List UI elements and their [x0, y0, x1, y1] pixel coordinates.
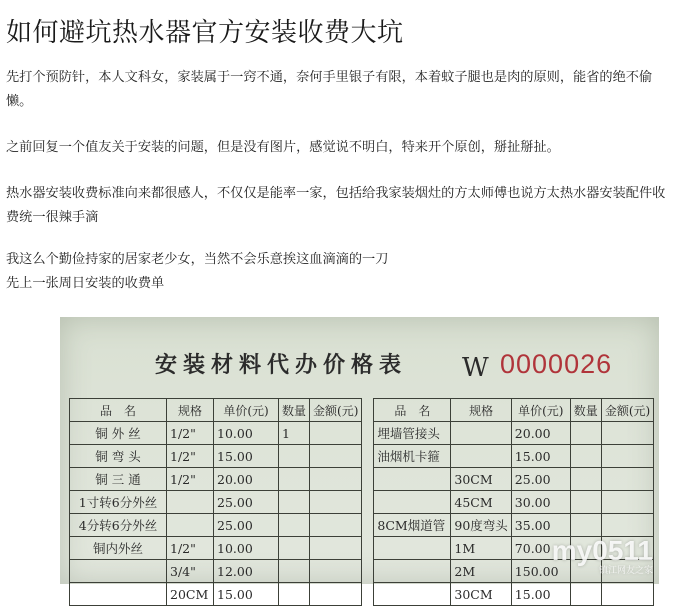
row-name: 1寸转6分外丝	[70, 491, 167, 514]
row-name: 铜 外 丝	[70, 422, 167, 445]
paragraph-intro	[6, 66, 696, 114]
row-spec: 1/2"	[167, 537, 214, 560]
paragraph-receipt-intro-line1: 我这么个勤俭持家的居家老少女，当然不会乐意挨这血滴滴的一刀	[6, 252, 389, 267]
paragraph-receipt-intro	[6, 248, 696, 296]
row-name	[70, 560, 167, 583]
row-amount-right	[601, 514, 653, 537]
row-qty	[279, 560, 310, 583]
header-name-right: 品 名	[374, 399, 451, 422]
row-price: 15.00	[214, 583, 279, 606]
receipt-photo	[60, 317, 659, 602]
row-qty-right	[570, 514, 601, 537]
price-table-header	[70, 399, 654, 422]
paragraph-reply: 之前回复一个值友关于安装的问题，但是没有图片，感觉说不明白，特来开个原创，掰扯掰扯。	[6, 140, 560, 155]
row-qty-right	[570, 583, 601, 606]
row-spec: 20CM	[167, 583, 214, 606]
column-divider	[362, 399, 374, 422]
row-name	[70, 583, 167, 606]
receipt-title: 安装材料代办价格表	[155, 352, 408, 378]
watermark-text: my0511	[551, 535, 653, 566]
row-spec-right: 1M	[451, 537, 511, 560]
header-amount-right: 金额(元)	[601, 399, 653, 422]
row-price: 12.00	[214, 560, 279, 583]
row-qty: 1	[279, 422, 310, 445]
header-price: 单价(元)	[214, 399, 279, 422]
article-title: 如何避坑热水器官方安装收费大坑	[6, 18, 404, 48]
column-divider	[362, 422, 374, 445]
row-qty	[279, 514, 310, 537]
row-amount-right	[601, 583, 653, 606]
row-price-right: 35.00	[511, 514, 570, 537]
row-amount	[310, 583, 362, 606]
column-divider	[362, 514, 374, 537]
site-watermark	[552, 535, 653, 576]
column-divider	[362, 560, 374, 583]
row-price-right: 150.00	[511, 560, 570, 583]
row-name-right: 埋墙管接头	[374, 422, 451, 445]
row-price-right: 30.00	[511, 491, 570, 514]
row-price: 10.00	[214, 537, 279, 560]
row-qty	[279, 468, 310, 491]
paragraph-receipt-intro-line2: 先上一张周日安装的收费单	[6, 276, 165, 291]
row-price: 15.00	[214, 445, 279, 468]
row-price: 20.00	[214, 468, 279, 491]
row-price-right: 15.00	[511, 445, 570, 468]
header-spec: 规格	[167, 399, 214, 422]
row-spec-right: 90度弯头	[451, 514, 511, 537]
row-amount-right	[601, 422, 653, 445]
column-divider	[362, 491, 374, 514]
header-qty-right: 数量	[570, 399, 601, 422]
row-spec-right: 30CM	[451, 583, 511, 606]
row-name-right	[374, 560, 451, 583]
row-qty-right	[570, 445, 601, 468]
row-spec	[167, 491, 214, 514]
row-name-right: 油烟机卡箍	[374, 445, 451, 468]
row-amount-right	[601, 445, 653, 468]
row-name-right	[374, 537, 451, 560]
row-name: 4分转6分外丝	[70, 514, 167, 537]
row-spec: 3/4"	[167, 560, 214, 583]
price-table-body	[70, 422, 654, 606]
row-price-right: 70.00	[511, 537, 570, 560]
row-spec: 1/2"	[167, 468, 214, 491]
paragraph-fees	[6, 182, 696, 230]
row-spec-right: 30CM	[451, 468, 511, 491]
row-qty	[279, 445, 310, 468]
header-price-right: 单价(元)	[511, 399, 570, 422]
row-qty	[279, 491, 310, 514]
row-qty-right	[570, 422, 601, 445]
header-name: 品 名	[70, 399, 167, 422]
table-row	[70, 491, 654, 514]
receipt-serial-number: 0000026	[500, 349, 613, 379]
row-amount	[310, 514, 362, 537]
row-amount-right	[601, 468, 653, 491]
row-price: 10.00	[214, 422, 279, 445]
row-amount	[310, 560, 362, 583]
paragraph-fees-line2: 费统一很辣手滴	[6, 210, 99, 225]
row-amount	[310, 445, 362, 468]
header-spec-right: 规格	[451, 399, 511, 422]
row-name-right: 8CM烟道管	[374, 514, 451, 537]
row-spec: 1/2"	[167, 445, 214, 468]
row-spec-right: 2M	[451, 560, 511, 583]
row-name: 铜 三 通	[70, 468, 167, 491]
row-price-right: 20.00	[511, 422, 570, 445]
row-name: 铜内外丝	[70, 537, 167, 560]
watermark-sub: 镇江网友之家	[598, 565, 653, 575]
row-price-right: 25.00	[511, 468, 570, 491]
row-qty	[279, 583, 310, 606]
row-name-right	[374, 491, 451, 514]
column-divider	[362, 537, 374, 560]
row-qty	[279, 537, 310, 560]
row-amount	[310, 422, 362, 445]
paragraph-intro-line1: 先打个预防针，本人文科女，家装属于一窍不通，奈何手里银子有限，本着蚊子腿也是肉的原则，能省的绝不偷	[6, 70, 653, 85]
table-row	[70, 583, 654, 606]
header-qty: 数量	[279, 399, 310, 422]
row-name-right	[374, 468, 451, 491]
row-name-right	[374, 583, 451, 606]
header-amount: 金额(元)	[310, 399, 362, 422]
row-price: 25.00	[214, 514, 279, 537]
table-row	[70, 445, 654, 468]
table-row	[70, 514, 654, 537]
row-amount	[310, 537, 362, 560]
table-row	[70, 468, 654, 491]
paragraph-intro-line2: 懒。	[6, 94, 33, 109]
row-spec: 1/2"	[167, 422, 214, 445]
row-name: 铜 弯 头	[70, 445, 167, 468]
row-spec-right: 45CM	[451, 491, 511, 514]
column-divider	[362, 445, 374, 468]
row-amount	[310, 491, 362, 514]
row-qty-right	[570, 491, 601, 514]
row-amount-right	[601, 491, 653, 514]
row-amount	[310, 468, 362, 491]
row-spec-right	[451, 422, 511, 445]
receipt-serial-prefix: W	[462, 353, 489, 383]
column-divider	[362, 583, 374, 606]
row-price: 25.00	[214, 491, 279, 514]
row-spec-right	[451, 445, 511, 468]
row-spec	[167, 514, 214, 537]
row-qty-right	[570, 468, 601, 491]
column-divider	[362, 468, 374, 491]
paragraph-fees-line1: 热水器安装收费标准向来都很感人，不仅仅是能率一家，包括给我家装烟灶的方太师傅也说方太热水器安装配件收	[6, 186, 666, 201]
table-row	[70, 422, 654, 445]
row-price-right: 15.00	[511, 583, 570, 606]
